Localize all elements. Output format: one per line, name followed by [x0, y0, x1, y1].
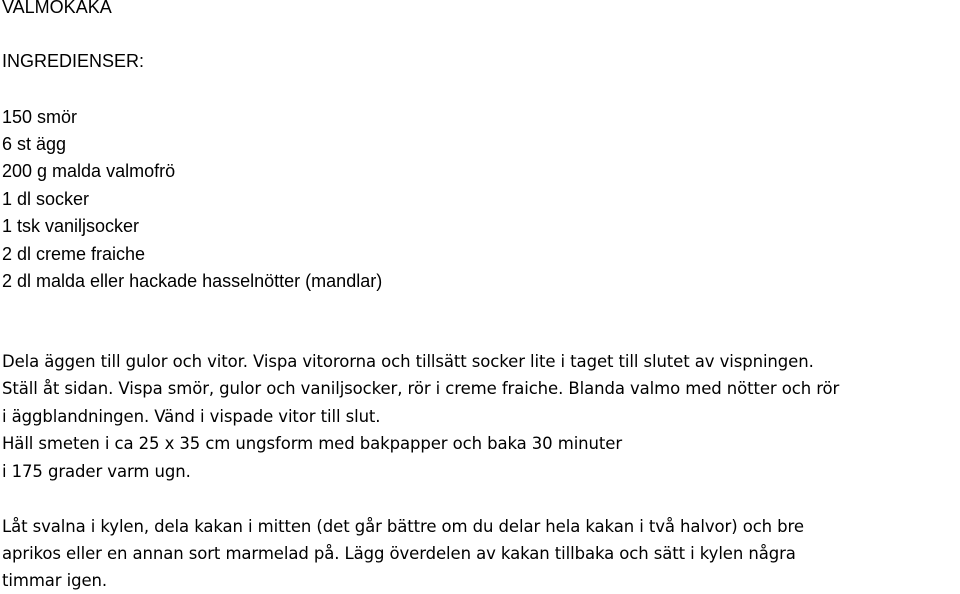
ingredients-heading: INGREDIENSER:	[2, 51, 145, 71]
ingredient-item: 1 tsk vaniljsocker	[2, 216, 140, 236]
ingredient-item: 150 smör	[2, 107, 78, 127]
instructions-line: Ställ åt sidan. Vispa smör, gulor och vaniljsocker, rör i creme fraiche. Blanda valmo med nötter och rör	[2, 379, 840, 398]
instructions-line: Häll smeten i ca 25 x 35 cm ungsform med bakpapper och baka 30 minuter	[2, 434, 623, 453]
serving-line: timmar igen.	[2, 571, 108, 590]
recipe-title: VALMOKAKA	[2, 0, 112, 17]
serving-line: aprikos eller en annan sort marmelad på. Lägg överdelen av kakan tillbaka och sätt i kylen några	[2, 544, 796, 563]
ingredient-item: 2 dl malda eller hackade hasselnötter (mandlar)	[2, 271, 383, 291]
instructions-line: Dela äggen till gulor och vitor. Vispa vitororna och tillsätt socker lite i taget till slutet av vispningen.	[2, 352, 814, 371]
ingredient-item: 6 st ägg	[2, 134, 67, 154]
instructions-line: i äggblandningen. Vänd i vispade vitor till slut.	[2, 407, 381, 426]
ingredient-item: 1 dl socker	[2, 189, 90, 209]
ingredient-item: 200 g malda valmofrö	[2, 161, 176, 181]
serving-line: Låt svalna i kylen, dela kakan i mitten (det går bättre om du delar hela kakan i två halvor) och bre	[2, 517, 804, 536]
instructions-line: i 175 grader varm ugn.	[2, 462, 191, 481]
ingredient-item: 2 dl creme fraiche	[2, 244, 146, 264]
